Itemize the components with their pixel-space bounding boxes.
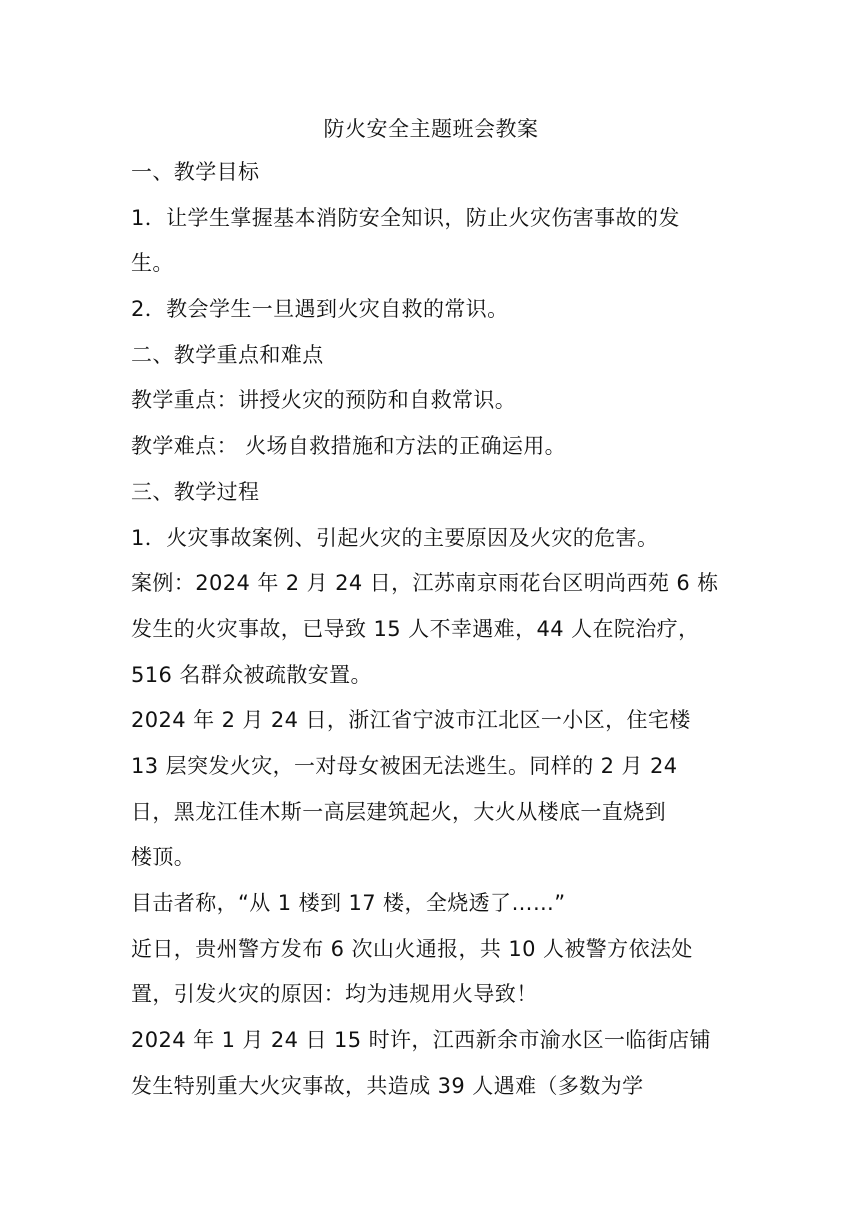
paragraph-line: 516 名群众被疏散安置。 (131, 662, 372, 687)
paragraph-line: 近日，贵州警方发布 6 次山火通报，共 10 人被警方依法处 (131, 936, 693, 961)
paragraph-line: 楼顶。 (131, 845, 196, 870)
paragraph-line: 2024 年 2 月 24 日，浙江省宁波市江北区一小区，住宅楼 (131, 708, 691, 733)
paragraph-line: 发生的火灾事故，已导致 15 人不幸遇难，44 人在院治疗， (131, 616, 700, 641)
paragraph-line: 2．教会学生一旦遇到火灾自救的常识。 (131, 297, 509, 322)
paragraph-line: 生。 (131, 251, 174, 276)
document-title: 防火安全主题班会教案 (323, 117, 539, 141)
paragraph-line: 教学重点：讲授火灾的预防和自救常识。 (131, 388, 517, 413)
paragraph-line: 目击者称，“从 1 楼到 17 楼，全烧透了……” (131, 891, 566, 915)
section-heading-objectives: 一、教学目标 (131, 160, 260, 184)
paragraph-line: 置，引发火灾的原因：均为违规用火导致！ (131, 982, 538, 1007)
paragraph-line: 1．火灾事故案例、引起火灾的主要原因及火灾的危害。 (131, 525, 659, 550)
paragraph-line: 1．让学生掌握基本消防安全知识，防止火灾伤害事故的发 (131, 205, 680, 230)
paragraph-line: 教学难点： 火场自救措施和方法的正确运用。 (131, 434, 567, 459)
paragraph-line: 2024 年 1 月 24 日 15 时许，江西新余市渝水区一临街店铺 (131, 1028, 711, 1053)
paragraph-line: 案例：2024 年 2 月 24 日，江苏南京雨花台区明尚西苑 6 栋 (131, 571, 719, 596)
paragraph-line: 发生特别重大火灾事故，共造成 39 人遇难（多数为学 (131, 1073, 644, 1098)
document-body (131, 108, 731, 1109)
paragraph-line: 13 层突发火灾，一对母女被困无法逃生。同样的 2 月 24 (131, 753, 678, 778)
paragraph-line: 日，黑龙江佳木斯一高层建筑起火，大火从楼底一直烧到 (131, 799, 666, 824)
section-heading-key-points: 二、教学重点和难点 (131, 342, 324, 367)
section-heading-process: 三、教学过程 (131, 479, 260, 504)
